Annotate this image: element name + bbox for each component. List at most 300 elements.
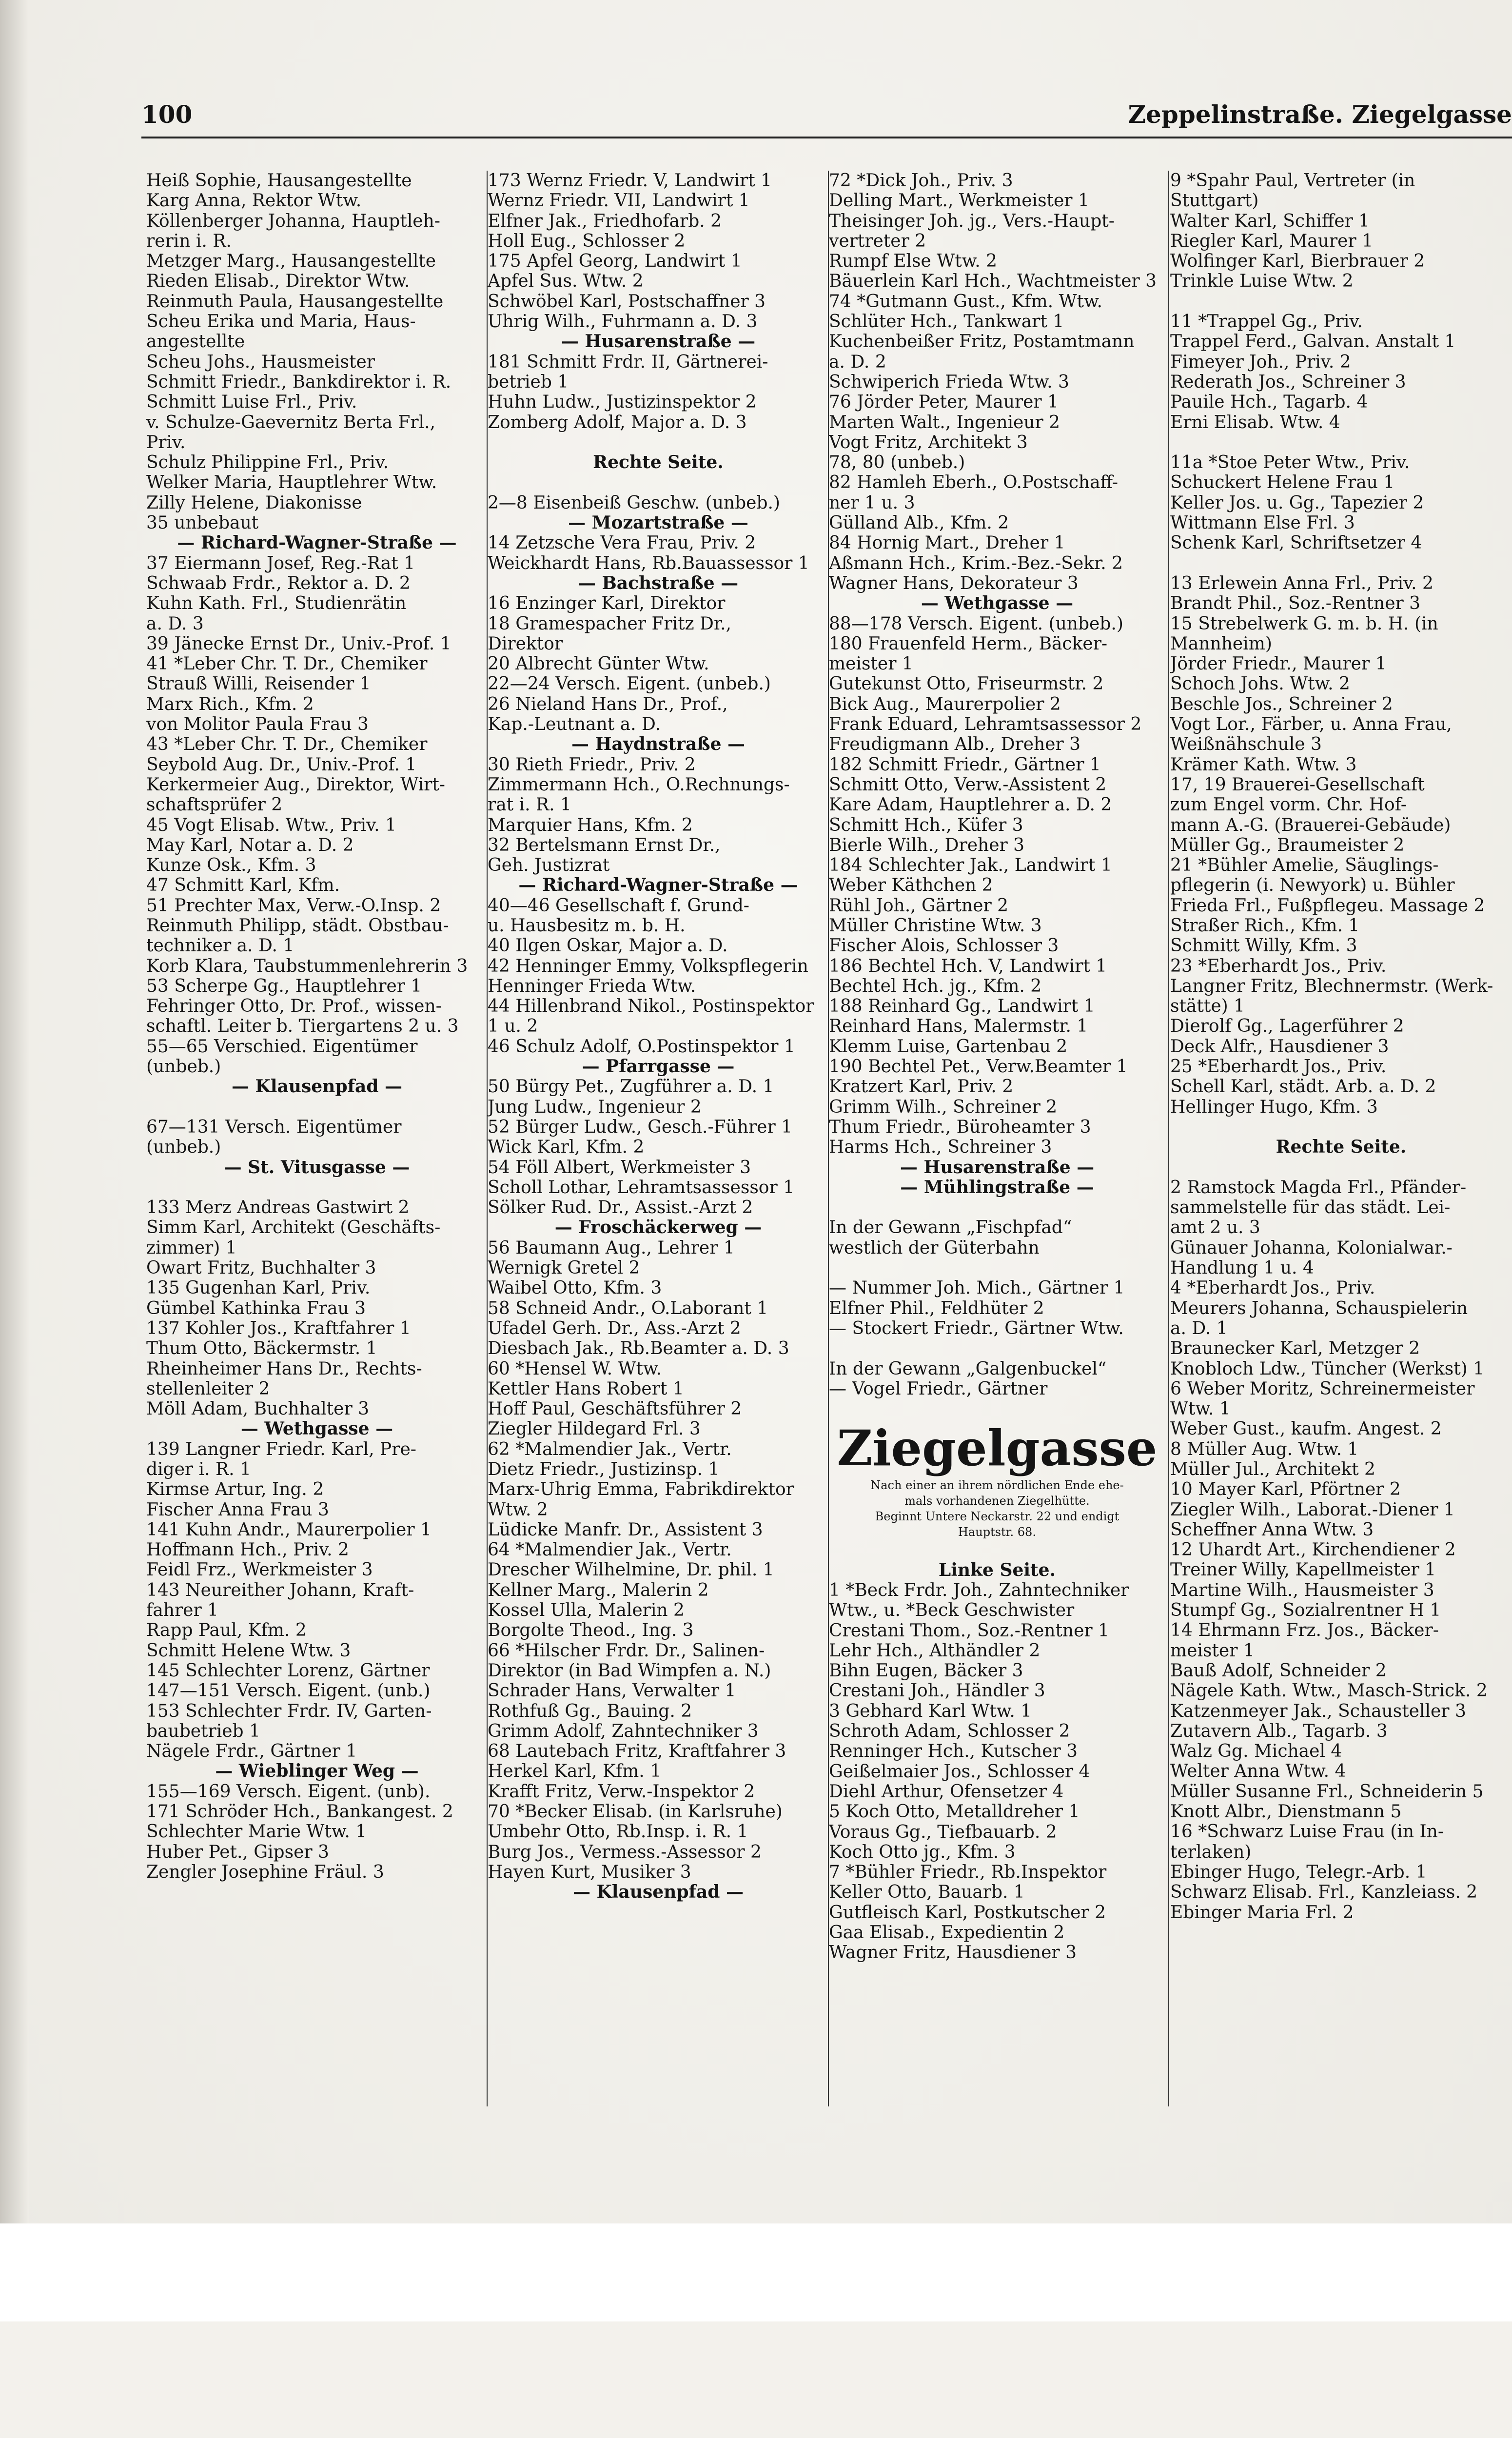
directory-entry: [488, 433, 829, 452]
directory-entry: [829, 1338, 1165, 1358]
directory-entry: Keller Otto, Bauarb. 1: [829, 1882, 1025, 1903]
section-heading: — Pfarrgasse —: [582, 1057, 735, 1077]
directory-entry: Gaa Elisab., Expedientin 2: [829, 1923, 1065, 1943]
directory-entry: 82 Hamleh Eberh., O.Postschaff-: [829, 472, 1119, 493]
directory-entry: 68 Lautebach Fritz, Kraftfahrer 3: [488, 1741, 786, 1762]
directory-entry: 135 Gugenhan Karl, Priv.: [146, 1278, 371, 1298]
directory-entry: Zutavern Alb., Tagarb. 3: [1170, 1721, 1388, 1741]
section-heading: — Klausenpfad —: [231, 1077, 403, 1097]
directory-entry: Priv.: [146, 432, 186, 452]
directory-entry: 76 Jörder Peter, Maurer 1: [829, 392, 1059, 413]
directory-entry: 20 Albrecht Günter Wtw.: [488, 654, 709, 674]
directory-entry: Thum Otto, Bäckermstr. 1: [146, 1338, 377, 1359]
directory-entry: Ziegler Wilh., Laborat.-Diener 1: [1170, 1499, 1455, 1520]
directory-column-4: [1170, 171, 1512, 2106]
directory-entry: Trappel Ferd., Galvan. Anstalt 1: [1170, 332, 1456, 352]
directory-entry: 9 *Spahr Paul, Vertreter (in: [1170, 171, 1415, 191]
directory-entry: 88—178 Versch. Eigent. (unbeb.): [829, 613, 1123, 634]
directory-entry: Marquier Hans, Kfm. 2: [488, 815, 693, 835]
directory-entry: Delling Mart., Werkmeister 1: [829, 191, 1089, 211]
directory-entry: Günauer Johanna, Kolonialwar.-: [1170, 1238, 1453, 1258]
directory-entry: Harms Hch., Schreiner 3: [829, 1137, 1052, 1158]
directory-entry: Burg Jos., Vermess.-Assessor 2: [488, 1842, 762, 1862]
directory-entry: [1170, 553, 1512, 573]
directory-entry: Geißelmaier Jos., Schlosser 4: [829, 1761, 1090, 1782]
directory-entry: 6 Weber Moritz, Schreinermeister: [1170, 1378, 1475, 1399]
directory-entry: a. D. 3: [146, 613, 204, 634]
directory-entry: 139 Langner Friedr. Karl, Pre-: [146, 1439, 416, 1459]
directory-entry: Ziegler Hildegard Frl. 3: [488, 1419, 701, 1439]
directory-entry: Beschle Jos., Schreiner 2: [1170, 694, 1393, 714]
directory-entry: Frank Eduard, Lehramtsassessor 2: [829, 714, 1142, 735]
directory-entry: 54 Föll Albert, Werkmeister 3: [488, 1157, 751, 1178]
directory-entry: Krämer Kath. Wtw. 3: [1170, 754, 1357, 775]
directory-entry: — Nummer Joh. Mich., Gärtner 1: [829, 1278, 1125, 1298]
directory-entry: u. Hausbesitz m. b. H.: [488, 915, 686, 936]
directory-entry: 23 *Eberhardt Jos., Priv.: [1170, 956, 1387, 976]
directory-entry: 25 *Eberhardt Jos., Priv.: [1170, 1057, 1387, 1077]
directory-entry: sammelstelle für das städt. Lei-: [1170, 1198, 1451, 1218]
directory-entry: [1170, 1158, 1512, 1178]
directory-entry: Schmitt Friedr., Bankdirektor i. R.: [146, 372, 452, 392]
directory-entry: Stuttgart): [1170, 191, 1259, 211]
directory-entry: Klemm Luise, Gartenbau 2: [829, 1036, 1068, 1057]
directory-entry: 74 *Gutmann Gust., Kfm. Wtw.: [829, 291, 1102, 312]
directory-entry: meister 1: [829, 654, 913, 674]
header-rule: [141, 137, 1512, 138]
directory-entry: Grimm Wilh., Schreiner 2: [829, 1097, 1058, 1117]
section-heading: — Richard-Wagner-Straße —: [177, 533, 457, 553]
directory-entry: Huhn Ludw., Justizinspektor 2: [488, 392, 757, 413]
directory-entry: diger i. R. 1: [146, 1459, 251, 1479]
directory-entry: Schmitt Luise Frl., Priv.: [146, 392, 357, 413]
directory-entry: Wtw. 1: [1170, 1399, 1231, 1419]
directory-entry: Bierle Wilh., Dreher 3: [829, 835, 1025, 855]
directory-entry: 182 Schmitt Friedr., Gärtner 1: [829, 754, 1101, 775]
directory-entry: 137 Kohler Jos., Kraftfahrer 1: [146, 1318, 411, 1338]
directory-entry: [1170, 1117, 1512, 1137]
directory-entry: Hoffmann Hch., Priv. 2: [146, 1540, 349, 1560]
directory-entry: Schmitt Willy, Kfm. 3: [1170, 936, 1357, 956]
directory-entry: 62 *Malmendier Jak., Vertr.: [488, 1439, 732, 1459]
directory-entry: Uhrig Wilh., Fuhrmann a. D. 3: [488, 312, 758, 332]
directory-entry: Schrader Hans, Verwalter 1: [488, 1681, 736, 1701]
directory-entry: Gutekunst Otto, Friseurmstr. 2: [829, 674, 1104, 694]
directory-entry: stellenleiter 2: [146, 1378, 270, 1399]
directory-entry: Gülland Alb., Kfm. 2: [829, 513, 1009, 533]
directory-entry: 11a *Stoe Peter Wtw., Priv.: [1170, 452, 1410, 473]
directory-entry: 1 u. 2: [488, 1016, 538, 1037]
directory-entry: Jörder Friedr., Maurer 1: [1170, 654, 1387, 674]
directory-entry: May Karl, Notar a. D. 2: [146, 835, 354, 855]
directory-entry: 145 Schlechter Lorenz, Gärtner: [146, 1660, 430, 1681]
directory-entry: 180 Frauenfeld Herm., Bäcker-: [829, 633, 1108, 654]
directory-entry: [1170, 292, 1512, 312]
section-heading: — Froschäckerweg —: [554, 1218, 762, 1238]
directory-entry: 2—8 Eisenbeiß Geschw. (unbeb.): [488, 492, 780, 513]
directory-entry: 188 Reinhard Gg., Landwirt 1: [829, 996, 1095, 1017]
directory-entry: 50 Bürgy Pet., Zugführer a. D. 1: [488, 1077, 774, 1097]
directory-entry: [146, 1178, 488, 1198]
directory-entry: 2 Ramstock Magda Frl., Pfänder-: [1170, 1177, 1467, 1198]
directory-entry: schaftl. Leiter b. Tiergartens 2 u. 3: [146, 1016, 459, 1037]
directory-entry: Schell Karl, städt. Arb. a. D. 2: [1170, 1077, 1436, 1097]
directory-entry: Fischer Anna Frau 3: [146, 1499, 329, 1520]
directory-entry: stätte) 1: [1170, 996, 1245, 1017]
directory-entry: 41 *Leber Chr. T. Dr., Chemiker: [146, 654, 428, 674]
directory-entry: Reinhard Hans, Malermstr. 1: [829, 1016, 1088, 1037]
section-heading: — Wethgasse —: [921, 593, 1074, 614]
directory-entry: Weißnähschule 3: [1170, 734, 1322, 755]
directory-entry: Bäuerlein Karl Hch., Wachtmeister 3: [829, 271, 1157, 292]
directory-entry: Frieda Frl., Fußpflegeu. Massage 2: [1170, 895, 1485, 916]
directory-entry: Aßmann Hch., Krim.-Bez.-Sekr. 2: [829, 553, 1123, 573]
directory-entry: 17, 19 Brauerei-Gesellschaft: [1170, 774, 1425, 795]
directory-entry: Kratzert Karl, Priv. 2: [829, 1077, 1014, 1097]
directory-entry: Wernigk Gretel 2: [488, 1258, 640, 1278]
directory-entry: 55—65 Verschied. Eigentümer: [146, 1036, 418, 1057]
directory-entry: Gutfleisch Karl, Postkutscher 2: [829, 1902, 1106, 1923]
directory-entry: Fimeyer Joh., Priv. 2: [1170, 352, 1351, 372]
directory-entry: westlich der Güterbahn: [829, 1238, 1040, 1258]
street-note: mals vorhandenen Ziegelhütte.: [904, 1494, 1090, 1508]
section-heading: — Husarenstraße —: [900, 1157, 1095, 1178]
section-heading: Rechte Seite.: [1276, 1137, 1407, 1158]
directory-entry: Thum Friedr., Büroheamter 3: [829, 1117, 1091, 1137]
directory-entry: Zengler Josephine Fräul. 3: [146, 1862, 384, 1882]
directory-entry: Martine Wilh., Hausmeister 3: [1170, 1580, 1434, 1600]
directory-entry: von Molitor Paula Frau 3: [146, 714, 369, 735]
directory-entry: Köllenberger Johanna, Hauptleh-: [146, 211, 440, 231]
directory-entry: vertreter 2: [829, 231, 926, 251]
directory-entry: 16 *Schwarz Luise Frau (in In-: [1170, 1822, 1444, 1842]
directory-entry: 3 Gebhard Karl Wtw. 1: [829, 1701, 1032, 1721]
directory-entry: Renninger Hch., Kutscher 3: [829, 1741, 1078, 1762]
directory-entry: Keller Jos. u. Gg., Tapezier 2: [1170, 492, 1424, 513]
directory-entry: In der Gewann „Fischpfad“: [829, 1218, 1072, 1238]
section-heading: — Mozartstraße —: [568, 513, 748, 533]
directory-entry: Kare Adam, Hauptlehrer a. D. 2: [829, 795, 1112, 815]
directory-entry: 21 *Bühler Amelie, Säuglings-: [1170, 855, 1439, 876]
directory-entry: techniker a. D. 1: [146, 936, 295, 956]
directory-entry: 66 *Hilscher Frdr. Dr., Salinen-: [488, 1640, 765, 1661]
directory-entry: Knobloch Ldw., Tüncher (Werkst) 1: [1170, 1358, 1485, 1379]
directory-entry: 40—46 Gesellschaft f. Grund-: [488, 895, 749, 916]
directory-entry: Trinkle Luise Wtw. 2: [1170, 271, 1354, 292]
directory-entry: 153 Schlechter Frdr. IV, Garten-: [146, 1701, 432, 1721]
directory-entry: Meurers Johanna, Schauspielerin: [1170, 1298, 1468, 1318]
directory-entry: 5 Koch Otto, Metalldreher 1: [829, 1802, 1080, 1822]
directory-entry: Weber Gust., kaufm. Angest. 2: [1170, 1419, 1442, 1439]
directory-entry: 51 Prechter Max, Verw.-O.Insp. 2: [146, 895, 441, 916]
directory-entry: [488, 472, 829, 492]
directory-entry: Zimmermann Hch., O.Rechnungs-: [488, 774, 790, 795]
directory-entry: Rederath Jos., Schreiner 3: [1170, 372, 1406, 392]
directory-entry: Borgolte Theod., Ing. 3: [488, 1620, 694, 1641]
directory-entry: Elfner Jak., Friedhofarb. 2: [488, 211, 722, 231]
directory-entry: 4 *Eberhardt Jos., Priv.: [1170, 1278, 1375, 1298]
directory-entry: amt 2 u. 3: [1170, 1218, 1260, 1238]
directory-entry: 175 Apfel Georg, Landwirt 1: [488, 251, 742, 272]
directory-entry: Rapp Paul, Kfm. 2: [146, 1620, 307, 1641]
directory-entry: 64 *Malmendier Jak., Vertr.: [488, 1540, 732, 1560]
directory-entry: Schroth Adam, Schlosser 2: [829, 1721, 1070, 1742]
directory-entry: Hellinger Hugo, Kfm. 3: [1170, 1097, 1378, 1117]
directory-entry: 155—169 Versch. Eigent. (unb).: [146, 1781, 431, 1802]
directory-entry: 12 Uhardt Art., Kirchendiener 2: [1170, 1540, 1456, 1560]
directory-entry: Gümbel Kathinka Frau 3: [146, 1298, 366, 1318]
directory-entry: Müller Jul., Architekt 2: [1170, 1459, 1375, 1479]
directory-entry: Schmitt Otto, Verw.-Assistent 2: [829, 774, 1107, 795]
directory-entry: 171 Schröder Hch., Bankangest. 2: [146, 1802, 453, 1822]
directory-entry: Bick Aug., Maurerpolier 2: [829, 694, 1061, 714]
directory-entry: Rieden Elisab., Direktor Wtw.: [146, 271, 410, 292]
directory-entry: 78, 80 (unbeb.): [829, 452, 965, 473]
directory-entry: 8 Müller Aug. Wtw. 1: [1170, 1439, 1359, 1459]
directory-entry: Henninger Frieda Wtw.: [488, 976, 696, 996]
directory-entry: Marx Rich., Kfm. 2: [146, 694, 314, 714]
street-title: Ziegelgasse: [837, 1419, 1158, 1477]
directory-entry: Schwiperich Frieda Wtw. 3: [829, 372, 1069, 392]
directory-entry: 173 Wernz Friedr. V, Landwirt 1: [488, 171, 772, 191]
directory-entry: Knott Albr., Dienstmann 5: [1170, 1802, 1402, 1822]
directory-entry: Riegler Karl, Maurer 1: [1170, 231, 1373, 251]
directory-entry: 53 Scherpe Gg., Hauptlehrer 1: [146, 976, 422, 996]
directory-entry: terlaken): [1170, 1842, 1252, 1862]
directory-entry: 84 Hornig Mart., Dreher 1: [829, 533, 1065, 553]
directory-entry: Marx-Uhrig Emma, Fabrikdirektor: [488, 1479, 794, 1500]
directory-entry: 44 Hillenbrand Nikol., Postinspektor: [488, 996, 814, 1017]
directory-entry: 26 Nieland Hans Dr., Prof.,: [488, 694, 728, 714]
directory-entry: Rühl Joh., Gärtner 2: [829, 895, 1008, 916]
directory-entry: betrieb 1: [488, 372, 569, 392]
directory-entry: Kap.-Leutnant a. D.: [488, 714, 661, 735]
directory-entry: 186 Bechtel Hch. V, Landwirt 1: [829, 956, 1107, 976]
directory-entry: 143 Neureither Johann, Kraft-: [146, 1580, 414, 1600]
directory-entry: Wolfinger Karl, Bierbrauer 2: [1170, 251, 1425, 272]
directory-entry: 10 Mayer Karl, Pförtner 2: [1170, 1479, 1401, 1500]
directory-entry: Treiner Willy, Kapellmeister 1: [1170, 1560, 1436, 1580]
directory-entry: Huber Pet., Gipser 3: [146, 1842, 329, 1862]
directory-entry: Krafft Fritz, Verw.-Inspektor 2: [488, 1781, 755, 1802]
directory-entry: In der Gewann „Galgenbuckel“: [829, 1358, 1107, 1379]
directory-column-1: [146, 171, 488, 2106]
directory-entry: Weickhardt Hans, Rb.Bauassessor 1: [488, 553, 809, 573]
directory-entry: Rothfuß Gg., Bauing. 2: [488, 1701, 692, 1721]
directory-entry: Kuhn Kath. Frl., Studienrätin: [146, 593, 407, 614]
directory-entry: Diehl Arthur, Ofensetzer 4: [829, 1781, 1064, 1802]
directory-entry: Wittmann Else Frl. 3: [1170, 513, 1355, 533]
directory-entry: Karg Anna, Rektor Wtw.: [146, 191, 362, 211]
directory-entry: Wagner Fritz, Hausdiener 3: [829, 1943, 1077, 1963]
directory-entry: 52 Bürger Ludw., Gesch.-Führer 1: [488, 1117, 793, 1137]
viewer-footer: [0, 2223, 1512, 2321]
directory-entry: fahrer 1: [146, 1600, 219, 1621]
directory-entry: Kunze Osk., Kfm. 3: [146, 855, 316, 876]
directory-entry: Apfel Sus. Wtw. 2: [488, 271, 644, 292]
directory-entry: — Stockert Friedr., Gärtner Wtw.: [829, 1318, 1124, 1338]
directory-entry: Voraus Gg., Tiefbauarb. 2: [829, 1822, 1057, 1842]
directory-entry: Brandt Phil., Soz.-Rentner 3: [1170, 593, 1421, 614]
directory-entry: Kellner Marg., Malerin 2: [488, 1580, 709, 1600]
directory-entry: Kettler Hans Robert 1: [488, 1378, 684, 1399]
directory-entry: meister 1: [1170, 1640, 1255, 1661]
directory-entry: 190 Bechtel Pet., Verw.Beamter 1: [829, 1057, 1128, 1077]
directory-entry: Handlung 1 u. 4: [1170, 1258, 1314, 1278]
directory-entry: Ebinger Hugo, Telegr.-Arb. 1: [1170, 1862, 1427, 1882]
directory-entry: Umbehr Otto, Rb.Insp. i. R. 1: [488, 1822, 748, 1842]
directory-entry: Müller Gg., Braumeister 2: [1170, 835, 1405, 855]
directory-entry: 11 *Trappel Gg., Priv.: [1170, 312, 1363, 332]
directory-entry: 70 *Becker Elisab. (in Karlsruhe): [488, 1802, 783, 1822]
directory-entry: [829, 1198, 1165, 1218]
directory-entry: Lüdicke Manfr. Dr., Assistent 3: [488, 1519, 763, 1540]
directory-entry: Jung Ludw., Ingenieur 2: [488, 1097, 702, 1117]
directory-entry: 13 Erlewein Anna Frl., Priv. 2: [1170, 573, 1433, 593]
directory-entry: 1 *Beck Frdr. Joh., Zahntechniker: [829, 1580, 1129, 1600]
directory-entry: Crestani Joh., Händler 3: [829, 1681, 1045, 1701]
directory-entry: Waibel Otto, Kfm. 3: [488, 1278, 662, 1298]
directory-entry: Crestani Thom., Soz.-Rentner 1: [829, 1620, 1109, 1641]
directory-entry: pflegerin (i. Newyork) u. Bühler: [1170, 875, 1455, 896]
directory-entry: 58 Schneid Andr., O.Laborant 1: [488, 1298, 768, 1318]
directory-entry: angestellte: [146, 332, 245, 352]
directory-entry: Heiß Sophie, Hausangestellte: [146, 171, 412, 191]
directory-entry: rat i. R. 1: [488, 795, 571, 815]
directory-entry: Lehr Hch., Althändler 2: [829, 1640, 1041, 1661]
directory-entry: Wagner Hans, Dekorateur 3: [829, 573, 1079, 593]
directory-entry: zum Engel vorm. Chr. Hof-: [1170, 795, 1407, 815]
directory-entry: 45 Vogt Elisab. Wtw., Priv. 1: [146, 815, 396, 835]
directory-entry: Grimm Adolf, Zahntechniker 3: [488, 1721, 759, 1741]
street-note: Hauptstr. 68.: [958, 1525, 1036, 1539]
directory-entry: Kerkermeier Aug., Direktor, Wirt-: [146, 774, 445, 795]
directory-entry: Bauß Adolf, Schneider 2: [1170, 1660, 1387, 1681]
column-divider: [1168, 171, 1169, 2106]
directory-entry: Metzger Marg., Hausangestellte: [146, 251, 436, 272]
directory-entry: Freudigmann Alb., Dreher 3: [829, 734, 1081, 755]
directory-entry: Schlüter Hch., Tankwart 1: [829, 312, 1064, 332]
directory-entry: Schmitt Hch., Küfer 3: [829, 815, 1023, 835]
section-heading: — Mühlingstraße —: [900, 1177, 1094, 1198]
directory-entry: 42 Henninger Emmy, Volkspflegerin: [488, 956, 808, 976]
directory-entry: 16 Enzinger Karl, Direktor: [488, 593, 726, 614]
running-head: [141, 100, 1512, 134]
directory-entry: Katzenmeyer Jak., Schausteller 3: [1170, 1701, 1466, 1721]
directory-entry: 7 *Bühler Friedr., Rb.Inspektor: [829, 1862, 1107, 1883]
directory-entry: Korb Klara, Taubstummenlehrerin 3: [146, 956, 468, 976]
directory-entry: 147—151 Versch. Eigent. (unb.): [146, 1681, 431, 1701]
directory-entry: Reinmuth Paula, Hausangestellte: [146, 291, 444, 312]
section-heading: Linke Seite.: [938, 1560, 1056, 1580]
directory-entry: Scheu Johs., Hausmeister: [146, 352, 375, 372]
directory-entry: Geh. Justizrat: [488, 855, 610, 876]
directory-entry: Schuckert Helene Frau 1: [1170, 472, 1395, 493]
directory-entry: 47 Schmitt Karl, Kfm.: [146, 875, 340, 896]
directory-entry: Stumpf Gg., Sozialrentner H 1: [1170, 1600, 1441, 1621]
section-heading: — Haydnstraße —: [571, 734, 746, 755]
directory-entry: Schulz Philippine Frl., Priv.: [146, 452, 389, 473]
directory-entry: Schmitt Helene Wtw. 3: [146, 1640, 351, 1661]
directory-entry: 56 Baumann Aug., Lehrer 1: [488, 1238, 735, 1258]
directory-entry: Walter Karl, Schiffer 1: [1170, 211, 1370, 231]
directory-entry: Wernz Friedr. VII, Landwirt 1: [488, 191, 750, 211]
directory-entry: Nägele Kath. Wtw., Masch-Strick. 2: [1170, 1681, 1488, 1701]
directory-entry: 39 Jänecke Ernst Dr., Univ.-Prof. 1: [146, 633, 452, 654]
directory-entry: Welker Maria, Hauptlehrer Wtw.: [146, 472, 437, 493]
directory-entry: Holl Eug., Schlosser 2: [488, 231, 686, 251]
directory-entry: Kuchenbeißer Fritz, Postamtmann: [829, 332, 1135, 352]
directory-entry: 14 Ehrmann Frz. Jos., Bäcker-: [1170, 1620, 1439, 1641]
directory-entry: Simm Karl, Architekt (Geschäfts-: [146, 1218, 441, 1238]
directory-entry: Bechtel Hch. jg., Kfm. 2: [829, 976, 1042, 996]
directory-entry: Dietz Friedr., Justizinsp. 1: [488, 1459, 720, 1479]
directory-entry: Kossel Ulla, Malerin 2: [488, 1600, 685, 1621]
directory-entry: 22—24 Versch. Eigent. (unbeb.): [488, 674, 771, 694]
directory-entry: Deck Alfr., Hausdiener 3: [1170, 1036, 1389, 1057]
directory-entry: [829, 1399, 1165, 1419]
directory-entry: Diesbach Jak., Rb.Beamter a. D. 3: [488, 1338, 789, 1359]
section-heading: — Bachstraße —: [578, 573, 739, 593]
directory-entry: Schwarz Elisab. Frl., Kanzleiass. 2: [1170, 1882, 1478, 1903]
directory-entry: [829, 1258, 1165, 1278]
section-heading: — Husarenstraße —: [561, 332, 756, 352]
directory-entry: Wtw. 2: [488, 1499, 548, 1520]
directory-entry: Fehringer Otto, Dr. Prof., wissen-: [146, 996, 442, 1017]
directory-entry: Schwaab Frdr., Rektor a. D. 2: [146, 573, 411, 593]
directory-entry: Vogt Lor., Färber, u. Anna Frau,: [1170, 714, 1452, 735]
directory-entry: 32 Bertelsmann Ernst Dr.,: [488, 835, 721, 855]
directory-entry: Hayen Kurt, Musiker 3: [488, 1862, 691, 1882]
directory-entry: 184 Schlechter Jak., Landwirt 1: [829, 855, 1112, 876]
section-heading: Rechte Seite.: [593, 452, 724, 473]
street-note: Beginnt Untere Neckarstr. 22 und endigt: [875, 1510, 1119, 1524]
directory-entry: Marten Walt., Ingenieur 2: [829, 412, 1060, 433]
directory-entry: Direktor: [488, 633, 563, 654]
directory-entry: Scheffner Anna Wtw. 3: [1170, 1519, 1374, 1540]
directory-entry: 14 Zetzsche Vera Frau, Priv. 2: [488, 533, 756, 553]
directory-entry: Bihn Eugen, Bäcker 3: [829, 1661, 1023, 1681]
directory-entry: a. D. 2: [829, 352, 886, 372]
directory-entry: v. Schulze-Gaevernitz Berta Frl.,: [146, 412, 435, 433]
directory-entry: zimmer) 1: [146, 1238, 237, 1258]
directory-entry: Welter Anna Wtw. 4: [1170, 1761, 1346, 1782]
directory-entry: Drescher Wilhelmine, Dr. phil. 1: [488, 1560, 774, 1580]
directory-entry: Vogt Fritz, Architekt 3: [829, 432, 1028, 452]
directory-entry: rerin i. R.: [146, 231, 232, 251]
directory-entry: 72 *Dick Joh., Priv. 3: [829, 171, 1013, 191]
page-number: 100: [141, 100, 193, 129]
directory-entry: Zilly Helene, Diakonisse: [146, 492, 362, 513]
directory-entry: 40 Ilgen Oskar, Major a. D.: [488, 936, 728, 956]
directory-entry: [829, 1540, 1165, 1560]
directory-entry: 15 Strebelwerk G. m. b. H. (in: [1170, 613, 1438, 634]
directory-entry: Nägele Frdr., Gärtner 1: [146, 1741, 357, 1762]
directory-entry: Kirmse Artur, Ing. 2: [146, 1479, 324, 1500]
directory-entry: Seybold Aug. Dr., Univ.-Prof. 1: [146, 754, 417, 775]
directory-entry: Strauß Willi, Reisender 1: [146, 674, 371, 694]
directory-entry: Schoch Johs. Wtw. 2: [1170, 674, 1350, 694]
directory-entry: Zomberg Adolf, Major a. D. 3: [488, 412, 747, 433]
directory-entry: 18 Gramespacher Fritz Dr.,: [488, 613, 731, 634]
directory-entry: Koch Otto jg., Kfm. 3: [829, 1842, 1016, 1862]
directory-entry: Möll Adam, Buchhalter 3: [146, 1399, 370, 1419]
directory-entry: Feidl Frz., Werkmeister 3: [146, 1560, 373, 1580]
directory-entry: Dierolf Gg., Lagerführer 2: [1170, 1016, 1404, 1037]
directory-entry: Ebinger Maria Frl. 2: [1170, 1902, 1354, 1923]
directory-entry: 67—131 Versch. Eigentümer: [146, 1117, 402, 1137]
directory-entry: Straßer Rich., Kfm. 1: [1170, 915, 1360, 936]
